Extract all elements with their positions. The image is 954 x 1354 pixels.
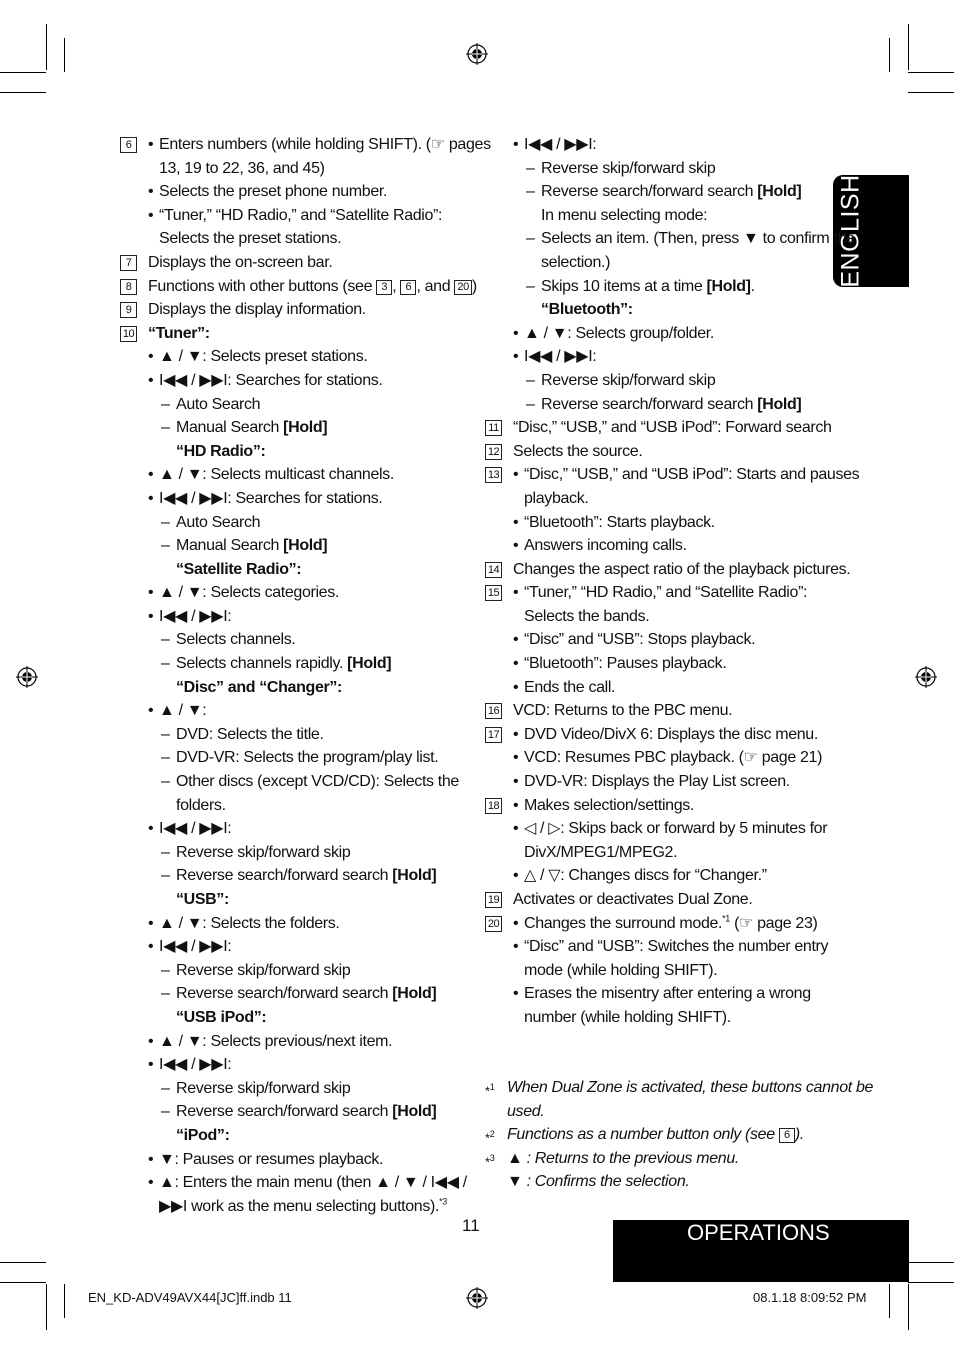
- dash-icon: –: [161, 537, 170, 555]
- line-text: In menu selecting mode:: [541, 206, 708, 224]
- section-tab-label: OPERATIONS: [687, 1220, 830, 1245]
- line-text: ▶▶I work as the menu selecting buttons).$^{*3}$: [159, 1196, 447, 1215]
- footer-timestamp: 08.1.18 8:09:52 PM: [753, 1290, 867, 1305]
- line-text: playback.: [524, 489, 589, 507]
- text-line: [120, 416, 470, 440]
- text-line: [120, 133, 491, 157]
- line-text: Reverse search/forward search [Hold]: [176, 985, 437, 1003]
- text-line: [120, 1006, 470, 1030]
- text-line: [485, 251, 830, 275]
- line-text: “Bluetooth”: Starts playback.: [524, 513, 715, 531]
- text-line: [485, 935, 830, 959]
- line-text: DivX/MPEG1/MPEG2.: [524, 843, 678, 861]
- bullet-icon: •: [148, 702, 154, 720]
- bullet-icon: •: [513, 466, 519, 484]
- bullet-icon: •: [513, 796, 519, 814]
- crop-mark: [908, 1262, 954, 1263]
- registration-mark-icon: [466, 43, 488, 65]
- line-text: Changes the surround mode.$^{*1}$ (☞ page 23): [524, 913, 818, 932]
- item-number-badge: 18: [485, 798, 502, 814]
- line-text: Skips 10 items at a time [Hold].: [541, 277, 755, 295]
- line-text: selection.): [541, 253, 611, 271]
- footnote-line: [485, 1076, 874, 1100]
- line-text: “Tuner,” “HD Radio,” and “Satellite Radio”:: [524, 584, 808, 602]
- dash-icon: –: [526, 183, 535, 201]
- text-line: [485, 959, 830, 983]
- text-line: [485, 345, 830, 369]
- bullet-icon: •: [148, 136, 154, 153]
- line-text: Reverse skip/forward skip: [176, 961, 351, 979]
- text-line: [120, 1053, 470, 1077]
- crop-mark: [46, 24, 47, 70]
- bullet-icon: •: [148, 466, 154, 484]
- crop-mark: [908, 1284, 909, 1330]
- line-text: folders.: [176, 796, 226, 814]
- dash-icon: –: [526, 395, 535, 413]
- line-text: DVD Video/DivX 6: Displays the disc menu.: [524, 725, 818, 743]
- footnote-text: ▲ : Returns to the previous menu.: [507, 1149, 739, 1167]
- line-text: VCD: Returns to the PBC menu.: [513, 702, 733, 720]
- dash-icon: –: [161, 773, 170, 791]
- bullet-icon: •: [513, 773, 519, 791]
- item-number-badge: 20: [485, 916, 502, 932]
- line-text: VCD: Resumes PBC playback. (☞ page 21): [524, 749, 823, 767]
- dash-icon: –: [161, 631, 170, 649]
- line-text: “USB iPod”:: [176, 1008, 267, 1026]
- text-line: [120, 628, 470, 652]
- text-line: [485, 628, 830, 652]
- line-text: Selects channels rapidly. [Hold]: [176, 655, 392, 673]
- bullet-icon: •: [148, 820, 154, 838]
- footnote-line: [485, 1100, 830, 1124]
- line-text: “iPod”:: [176, 1126, 230, 1144]
- text-line: [120, 227, 470, 251]
- text-line: [485, 912, 830, 936]
- text-line: [120, 841, 470, 865]
- line-text: ▲ / ▼:: [159, 702, 207, 720]
- text-line: [120, 463, 470, 487]
- text-line: [120, 511, 470, 535]
- line-text: 13, 19 to 22, 36, and 45): [159, 159, 325, 177]
- line-text: Reverse search/forward search [Hold]: [541, 395, 802, 413]
- item-number-badge: 12: [485, 444, 502, 460]
- text-line: [485, 440, 830, 464]
- line-text: Erases the misentry after entering a wrong: [524, 985, 811, 1003]
- text-line: [120, 746, 470, 770]
- text-line: [485, 605, 830, 629]
- text-line: [120, 157, 470, 181]
- line-text: number (while holding SHIFT).: [524, 1008, 731, 1026]
- bullet-icon: •: [148, 607, 154, 625]
- line-text: I◀◀ / ▶▶I: Searches for stations.: [159, 371, 383, 389]
- line-text: DVD: Selects the title.: [176, 725, 324, 743]
- bullet-icon: •: [148, 1150, 154, 1168]
- bullet-icon: •: [513, 749, 519, 767]
- bullet-icon: •: [148, 1032, 154, 1050]
- line-text: I◀◀ / ▶▶I:: [159, 938, 232, 956]
- bullet-icon: •: [513, 513, 519, 531]
- line-text: I◀◀ / ▶▶I:: [159, 820, 232, 838]
- text-line: [120, 1171, 470, 1195]
- line-text: mode (while holding SHIFT).: [524, 961, 718, 979]
- text-line: [485, 841, 830, 865]
- dash-icon: –: [161, 419, 170, 437]
- line-text: ▲ / ▼: Selects previous/next item.: [159, 1032, 393, 1050]
- text-line: [485, 204, 830, 228]
- line-text: Reverse skip/forward skip: [541, 159, 716, 177]
- footer-file-label: EN_KD-ADV49AVX44[JC]ff.indb 11: [88, 1290, 292, 1305]
- text-line: [485, 322, 830, 346]
- crop-mark: [908, 92, 954, 93]
- crop-mark: [64, 1284, 65, 1318]
- text-line: [120, 723, 470, 747]
- text-line: [120, 864, 470, 888]
- text-line: [485, 794, 830, 818]
- bullet-icon: •: [513, 348, 519, 366]
- line-text: Answers incoming calls.: [524, 537, 687, 555]
- text-line: [120, 770, 470, 794]
- text-line: [485, 770, 830, 794]
- bullet-icon: •: [513, 820, 519, 838]
- line-text: Reverse search/forward search [Hold]: [176, 867, 437, 885]
- dash-icon: –: [526, 371, 535, 389]
- text-line: [485, 416, 830, 440]
- line-text: “USB”:: [176, 891, 230, 908]
- footnote-line: [485, 1170, 830, 1194]
- crop-mark: [46, 1284, 47, 1330]
- registration-mark-icon: [16, 666, 38, 688]
- line-text: Reverse search/forward search [Hold]: [541, 183, 802, 201]
- bullet-icon: •: [148, 584, 154, 602]
- line-text: Other discs (except VCD/CD): Selects the: [176, 773, 459, 791]
- text-line: [485, 746, 830, 770]
- line-text: ▲ / ▼: Selects the folders.: [159, 914, 340, 932]
- text-line: [485, 1006, 830, 1030]
- dash-icon: –: [526, 159, 535, 177]
- text-line: [120, 1100, 470, 1124]
- text-line: [120, 605, 470, 629]
- crop-mark: [64, 38, 65, 72]
- item-number-badge: 17: [485, 727, 502, 743]
- registration-mark-icon: [466, 1287, 488, 1309]
- line-text: Reverse search/forward search [Hold]: [176, 1103, 437, 1121]
- text-line: [120, 180, 470, 204]
- line-text: “Disc,” “USB,” and “USB iPod”: Forward search: [513, 419, 832, 437]
- line-text: Selects the bands.: [524, 607, 650, 625]
- text-line: [120, 912, 470, 936]
- text-line: [120, 888, 470, 912]
- line-text: Auto Search: [176, 513, 261, 531]
- text-line: [120, 935, 470, 959]
- dash-icon: –: [161, 395, 170, 413]
- text-line: [485, 463, 860, 487]
- item-number-badge: 11: [485, 420, 502, 436]
- dash-icon: –: [161, 725, 170, 743]
- crop-mark: [0, 92, 46, 93]
- dash-icon: –: [161, 1103, 170, 1121]
- line-text: Selects channels.: [176, 631, 296, 649]
- text-line: [120, 275, 477, 299]
- text-line: [120, 487, 470, 511]
- bullet-icon: •: [148, 489, 154, 507]
- bullet-icon: •: [148, 1174, 154, 1192]
- line-text: Functions with other buttons (see 3 , 6 , and 20 ): [148, 277, 477, 295]
- dash-icon: –: [161, 843, 170, 861]
- item-number-badge: 9: [120, 302, 137, 318]
- text-line: [120, 558, 470, 582]
- text-line: [120, 982, 470, 1006]
- item-number-badge: 6: [120, 137, 137, 153]
- line-text: “Disc” and “USB”: Switches the number entry: [524, 938, 829, 956]
- bullet-icon: •: [148, 348, 154, 366]
- text-line: [120, 1195, 470, 1219]
- bullet-icon: •: [513, 631, 519, 649]
- line-text: Ends the call.: [524, 678, 616, 696]
- text-line: [485, 558, 851, 582]
- text-line: [485, 227, 855, 251]
- item-number-badge: 19: [485, 892, 502, 908]
- crop-mark: [0, 72, 46, 73]
- text-line: [120, 699, 470, 723]
- footnotes: [485, 1076, 874, 1194]
- line-text: Displays the display information.: [148, 301, 366, 319]
- text-line: [485, 723, 830, 747]
- bullet-icon: •: [513, 537, 519, 555]
- bullet-icon: •: [513, 324, 519, 342]
- bullet-icon: •: [513, 985, 519, 1003]
- line-text: Reverse skip/forward skip: [176, 843, 351, 861]
- text-line: [120, 1077, 470, 1101]
- line-text: “Bluetooth”:: [541, 301, 633, 319]
- text-line: [120, 298, 470, 322]
- text-line: [485, 534, 830, 558]
- dash-icon: –: [161, 1079, 170, 1097]
- registration-mark-icon: [915, 666, 937, 688]
- footnote-line: [485, 1123, 830, 1147]
- dash-icon: –: [161, 513, 170, 531]
- text-line: [485, 817, 830, 841]
- dash-icon: –: [161, 961, 170, 979]
- bullet-icon: •: [513, 136, 519, 153]
- text-line: [120, 440, 470, 464]
- footnote-mark: *$^1$: [485, 1082, 495, 1099]
- text-line: [485, 699, 830, 723]
- line-text: Reverse skip/forward skip: [176, 1079, 351, 1097]
- text-line: [120, 322, 470, 346]
- line-text: Enters numbers (while holding SHIFT). (☞ pages: [159, 136, 491, 153]
- item-number-badge: 13: [485, 467, 502, 483]
- text-line: [120, 345, 470, 369]
- line-text: “Bluetooth”: Pauses playback.: [524, 655, 727, 673]
- text-line: [485, 393, 830, 417]
- footnote-text: Functions as a number button only (see 6 ).: [507, 1126, 804, 1144]
- text-line: [120, 534, 470, 558]
- line-text: “Satellite Radio”:: [176, 560, 302, 578]
- bullet-icon: •: [148, 371, 154, 389]
- line-text: “Disc” and “Changer”:: [176, 678, 343, 696]
- bullet-icon: •: [148, 938, 154, 956]
- line-text: Reverse skip/forward skip: [541, 371, 716, 389]
- item-number-badge: 15: [485, 585, 502, 601]
- line-text: Selects the preset phone number.: [159, 183, 388, 201]
- footnote-mark: *$^3$: [485, 1152, 495, 1170]
- line-text: “HD Radio”:: [176, 442, 266, 460]
- bullet-icon: •: [148, 1056, 154, 1074]
- dash-icon: –: [526, 277, 535, 295]
- text-line: [485, 864, 830, 888]
- item-number-badge: 10: [120, 326, 137, 342]
- dash-icon: –: [161, 985, 170, 1003]
- dash-icon: –: [526, 230, 535, 248]
- line-text: I◀◀ / ▶▶I:: [524, 348, 597, 366]
- line-text: I◀◀ / ▶▶I: Searches for stations.: [159, 489, 383, 507]
- text-line: [120, 251, 470, 275]
- text-line: [120, 581, 470, 605]
- line-text: “Disc” and “USB”: Stops playback.: [524, 631, 756, 649]
- bullet-icon: •: [148, 914, 154, 932]
- line-text: Selects the preset stations.: [159, 230, 342, 248]
- crop-mark: [0, 1262, 46, 1263]
- line-text: Changes the aspect ratio of the playback pictures.: [513, 560, 851, 578]
- text-line: [485, 511, 830, 535]
- line-text: ▲ / ▼: Selects group/folder.: [524, 324, 714, 342]
- bullet-icon: •: [513, 914, 519, 932]
- line-text: Manual Search [Hold]: [176, 537, 328, 555]
- text-line: [485, 676, 830, 700]
- text-line: [485, 652, 830, 676]
- text-line: [485, 982, 830, 1006]
- line-text: “Tuner,” “HD Radio,” and “Satellite Radio”:: [159, 206, 443, 224]
- section-tab: [613, 1220, 909, 1282]
- text-line: [485, 298, 830, 322]
- text-line: [485, 133, 830, 157]
- text-line: [120, 204, 470, 228]
- crop-mark: [889, 38, 890, 72]
- text-line: [120, 1030, 470, 1054]
- text-line: [485, 487, 830, 511]
- crop-mark: [908, 24, 909, 70]
- item-number-badge: 16: [485, 703, 502, 719]
- text-line: [120, 369, 470, 393]
- bullet-icon: •: [148, 206, 154, 224]
- footnote-text: ▼ : Confirms the selection.: [507, 1173, 690, 1191]
- line-text: ▲ / ▼: Selects categories.: [159, 584, 339, 602]
- language-tab-label: ENGLISH: [836, 174, 865, 288]
- footnote-mark: *$^2$: [485, 1129, 495, 1146]
- line-text: I◀◀ / ▶▶I:: [524, 136, 597, 153]
- text-line: [120, 959, 470, 983]
- line-text: ▲ / ▼: Selects preset stations.: [159, 348, 368, 366]
- line-text: Activates or deactivates Dual Zone.: [513, 891, 753, 908]
- bullet-icon: •: [513, 867, 519, 885]
- text-line: [485, 157, 830, 181]
- item-number-badge: 14: [485, 562, 502, 578]
- bullet-icon: •: [513, 678, 519, 696]
- page-number: 11: [462, 1216, 480, 1235]
- text-line: [485, 275, 830, 299]
- dash-icon: –: [161, 655, 170, 673]
- text-line: [120, 393, 470, 417]
- text-line: [120, 1148, 470, 1172]
- dash-icon: –: [161, 749, 170, 767]
- line-text: Manual Search [Hold]: [176, 419, 328, 437]
- text-line: [120, 1124, 470, 1148]
- footnote-text: When Dual Zone is activated, these buttons cannot be: [507, 1079, 874, 1096]
- line-text: “Tuner”:: [148, 324, 210, 342]
- line-text: ▼: Pauses or resumes playback.: [159, 1150, 384, 1168]
- line-text: Makes selection/settings.: [524, 796, 695, 814]
- bullet-icon: •: [513, 938, 519, 956]
- line-text: Auto Search: [176, 395, 261, 413]
- item-number-badge: 7: [120, 255, 137, 271]
- text-line: [120, 676, 470, 700]
- text-line: [485, 581, 830, 605]
- crop-mark: [908, 1282, 954, 1283]
- left-column: [120, 133, 491, 1218]
- bullet-icon: •: [148, 183, 154, 201]
- line-text: I◀◀ / ▶▶I:: [159, 607, 232, 625]
- bullet-icon: •: [513, 725, 519, 743]
- text-line: [120, 794, 470, 818]
- text-line: [120, 817, 470, 841]
- line-text: DVD-VR: Displays the Play List screen.: [524, 773, 790, 791]
- line-text: ◁ / ▷: Skips back or forward by 5 minutes for: [524, 820, 828, 838]
- line-text: DVD-VR: Selects the program/play list.: [176, 749, 439, 767]
- item-number-badge: 8: [120, 279, 137, 295]
- line-text: “Disc,” “USB,” and “USB iPod”: Starts and pauses: [524, 466, 860, 484]
- bullet-icon: •: [513, 584, 519, 602]
- footnote-text: used.: [507, 1102, 545, 1120]
- line-text: ▲ / ▼: Selects multicast channels.: [159, 466, 394, 484]
- footnote-line: [485, 1147, 830, 1171]
- crop-mark: [908, 72, 954, 73]
- line-text: I◀◀ / ▶▶I:: [159, 1056, 232, 1074]
- line-text: Selects an item. (Then, press ▼ to confirm the: [541, 230, 855, 248]
- dash-icon: –: [161, 867, 170, 885]
- line-text: △ / ▽: Changes discs for “Changer.”: [524, 867, 767, 885]
- bullet-icon: •: [513, 655, 519, 673]
- text-line: [120, 652, 470, 676]
- line-text: Displays the on-screen bar.: [148, 253, 333, 271]
- text-line: [485, 888, 830, 912]
- text-line: [485, 369, 830, 393]
- line-text: ▲: Enters the main menu (then ▲ / ▼ / I◀◀ /: [159, 1174, 467, 1192]
- crop-mark: [889, 1284, 890, 1318]
- line-text: Selects the source.: [513, 442, 643, 460]
- crop-mark: [0, 1282, 46, 1283]
- text-line: [485, 180, 830, 204]
